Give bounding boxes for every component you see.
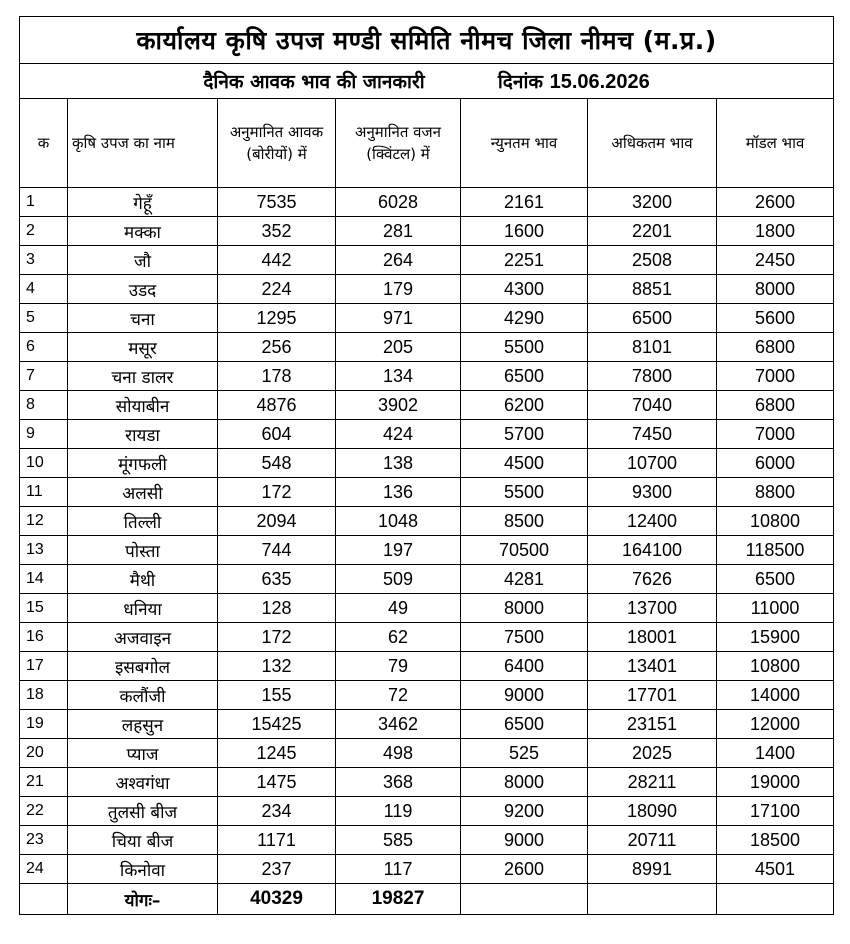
crop-name-cell: जौ bbox=[68, 246, 218, 275]
min-price-cell: 9000 bbox=[461, 681, 588, 710]
weight-cell: 138 bbox=[336, 449, 461, 478]
weight-cell: 119 bbox=[336, 797, 461, 826]
table-row bbox=[20, 333, 834, 362]
modal-price-cell: 1800 bbox=[717, 217, 834, 246]
arrival-cell: 352 bbox=[218, 217, 336, 246]
header-weight: अनुमानित वजन (क्विंटल) में bbox=[336, 99, 461, 188]
min-price-cell: 4300 bbox=[461, 275, 588, 304]
modal-price-cell: 14000 bbox=[717, 681, 834, 710]
arrival-cell: 15425 bbox=[218, 710, 336, 739]
max-price-cell: 7040 bbox=[588, 391, 717, 420]
crop-name-cell: गेहूँ bbox=[68, 188, 218, 217]
modal-price-cell: 19000 bbox=[717, 768, 834, 797]
min-price-cell: 6200 bbox=[461, 391, 588, 420]
modal-price-cell: 118500 bbox=[717, 536, 834, 565]
serial-cell: 21 bbox=[20, 768, 68, 797]
max-price-cell: 164100 bbox=[588, 536, 717, 565]
modal-price-cell: 12000 bbox=[717, 710, 834, 739]
serial-cell: 24 bbox=[20, 855, 68, 884]
serial-cell: 2 bbox=[20, 217, 68, 246]
serial-cell: 3 bbox=[20, 246, 68, 275]
date-label: दिनांक bbox=[497, 71, 543, 93]
arrival-cell: 1475 bbox=[218, 768, 336, 797]
header-arrival: अनुमानित आवक (बोरीयों) में bbox=[218, 99, 336, 188]
crop-name-cell: पोस्ता bbox=[68, 536, 218, 565]
serial-cell: 14 bbox=[20, 565, 68, 594]
weight-cell: 179 bbox=[336, 275, 461, 304]
table-row bbox=[20, 797, 834, 826]
serial-cell: 6 bbox=[20, 333, 68, 362]
crop-name-cell: अजवाइन bbox=[68, 623, 218, 652]
max-price-cell: 7450 bbox=[588, 420, 717, 449]
serial-cell: 17 bbox=[20, 652, 68, 681]
min-price-cell: 4281 bbox=[461, 565, 588, 594]
modal-price-cell: 2600 bbox=[717, 188, 834, 217]
max-price-cell: 9300 bbox=[588, 478, 717, 507]
report-date: 15.06.2026 bbox=[549, 71, 650, 93]
serial-cell: 13 bbox=[20, 536, 68, 565]
total-weight: 19827 bbox=[336, 884, 461, 915]
table-row bbox=[20, 449, 834, 478]
arrival-cell: 172 bbox=[218, 623, 336, 652]
table-row bbox=[20, 623, 834, 652]
report-subtitle bbox=[20, 64, 834, 99]
min-price-cell: 2600 bbox=[461, 855, 588, 884]
max-price-cell: 28211 bbox=[588, 768, 717, 797]
weight-cell: 197 bbox=[336, 536, 461, 565]
max-price-cell: 8101 bbox=[588, 333, 717, 362]
serial-cell: 5 bbox=[20, 304, 68, 333]
weight-cell: 498 bbox=[336, 739, 461, 768]
arrival-cell: 604 bbox=[218, 420, 336, 449]
modal-price-cell: 4501 bbox=[717, 855, 834, 884]
serial-cell: 11 bbox=[20, 478, 68, 507]
modal-price-cell: 7000 bbox=[717, 420, 834, 449]
crop-name-cell: इसबगोल bbox=[68, 652, 218, 681]
arrival-cell: 4876 bbox=[218, 391, 336, 420]
arrival-cell: 178 bbox=[218, 362, 336, 391]
table-row bbox=[20, 478, 834, 507]
table-row bbox=[20, 420, 834, 449]
crop-name-cell: अलसी bbox=[68, 478, 218, 507]
crop-name-cell: तिल्ली bbox=[68, 507, 218, 536]
header-modal-price: मॉडल भाव bbox=[717, 99, 834, 188]
max-price-cell: 13401 bbox=[588, 652, 717, 681]
min-price-cell: 6400 bbox=[461, 652, 588, 681]
min-price-cell: 5500 bbox=[461, 478, 588, 507]
modal-price-cell: 1400 bbox=[717, 739, 834, 768]
serial-cell: 22 bbox=[20, 797, 68, 826]
arrival-cell: 224 bbox=[218, 275, 336, 304]
weight-cell: 3902 bbox=[336, 391, 461, 420]
modal-price-cell: 6800 bbox=[717, 333, 834, 362]
crop-name-cell: चिया बीज bbox=[68, 826, 218, 855]
weight-cell: 264 bbox=[336, 246, 461, 275]
arrival-cell: 1171 bbox=[218, 826, 336, 855]
arrival-cell: 2094 bbox=[218, 507, 336, 536]
arrival-cell: 635 bbox=[218, 565, 336, 594]
modal-price-cell: 8800 bbox=[717, 478, 834, 507]
crop-name-cell: प्याज bbox=[68, 739, 218, 768]
total-label: योगः– bbox=[68, 884, 218, 915]
serial-cell: 12 bbox=[20, 507, 68, 536]
mandi-rate-sheet bbox=[19, 16, 833, 915]
crop-name-cell: धनिया bbox=[68, 594, 218, 623]
min-price-cell: 2251 bbox=[461, 246, 588, 275]
max-price-cell: 12400 bbox=[588, 507, 717, 536]
max-price-cell: 18001 bbox=[588, 623, 717, 652]
min-price-cell: 5700 bbox=[461, 420, 588, 449]
crop-name-cell: कलौंजी bbox=[68, 681, 218, 710]
table-row bbox=[20, 217, 834, 246]
weight-cell: 1048 bbox=[336, 507, 461, 536]
table-row bbox=[20, 594, 834, 623]
weight-cell: 971 bbox=[336, 304, 461, 333]
table-row bbox=[20, 188, 834, 217]
modal-price-cell: 10800 bbox=[717, 507, 834, 536]
modal-price-cell: 5600 bbox=[717, 304, 834, 333]
modal-price-cell: 6800 bbox=[717, 391, 834, 420]
table-row bbox=[20, 507, 834, 536]
arrival-cell: 256 bbox=[218, 333, 336, 362]
header-min-price: न्युनतम भाव bbox=[461, 99, 588, 188]
total-empty-cell bbox=[717, 884, 834, 915]
table-row bbox=[20, 362, 834, 391]
crop-name-cell: मैथी bbox=[68, 565, 218, 594]
report-label: दैनिक आवक भाव की जानकारी bbox=[203, 71, 425, 93]
max-price-cell: 7800 bbox=[588, 362, 717, 391]
arrival-cell: 172 bbox=[218, 478, 336, 507]
table-row bbox=[20, 391, 834, 420]
weight-cell: 72 bbox=[336, 681, 461, 710]
page-title: कार्यालय कृषि उपज मण्डी समिति नीमच जिला नीमच (म.प्र.) bbox=[20, 17, 834, 64]
max-price-cell: 17701 bbox=[588, 681, 717, 710]
min-price-cell: 1600 bbox=[461, 217, 588, 246]
modal-price-cell: 17100 bbox=[717, 797, 834, 826]
serial-cell: 23 bbox=[20, 826, 68, 855]
serial-cell: 4 bbox=[20, 275, 68, 304]
max-price-cell: 7626 bbox=[588, 565, 717, 594]
modal-price-cell: 11000 bbox=[717, 594, 834, 623]
total-empty-cell bbox=[461, 884, 588, 915]
max-price-cell: 23151 bbox=[588, 710, 717, 739]
weight-cell: 3462 bbox=[336, 710, 461, 739]
crop-name-cell: उडद bbox=[68, 275, 218, 304]
table-row bbox=[20, 246, 834, 275]
serial-cell: 18 bbox=[20, 681, 68, 710]
min-price-cell: 6500 bbox=[461, 362, 588, 391]
weight-cell: 134 bbox=[336, 362, 461, 391]
table-row bbox=[20, 768, 834, 797]
total-arrival: 40329 bbox=[218, 884, 336, 915]
max-price-cell: 20711 bbox=[588, 826, 717, 855]
total-empty-cell bbox=[588, 884, 717, 915]
modal-price-cell: 6500 bbox=[717, 565, 834, 594]
rate-table bbox=[19, 16, 834, 915]
min-price-cell: 5500 bbox=[461, 333, 588, 362]
table-row bbox=[20, 826, 834, 855]
weight-cell: 62 bbox=[336, 623, 461, 652]
crop-name-cell: लहसुन bbox=[68, 710, 218, 739]
weight-cell: 205 bbox=[336, 333, 461, 362]
crop-name-cell: चना डालर bbox=[68, 362, 218, 391]
max-price-cell: 2025 bbox=[588, 739, 717, 768]
arrival-cell: 128 bbox=[218, 594, 336, 623]
arrival-cell: 744 bbox=[218, 536, 336, 565]
serial-cell: 1 bbox=[20, 188, 68, 217]
serial-cell: 16 bbox=[20, 623, 68, 652]
max-price-cell: 13700 bbox=[588, 594, 717, 623]
arrival-cell: 155 bbox=[218, 681, 336, 710]
weight-cell: 509 bbox=[336, 565, 461, 594]
serial-cell: 10 bbox=[20, 449, 68, 478]
total-row bbox=[20, 884, 834, 915]
modal-price-cell: 10800 bbox=[717, 652, 834, 681]
crop-name-cell: मसूर bbox=[68, 333, 218, 362]
min-price-cell: 8500 bbox=[461, 507, 588, 536]
table-row bbox=[20, 275, 834, 304]
table-row bbox=[20, 536, 834, 565]
modal-price-cell: 6000 bbox=[717, 449, 834, 478]
crop-name-cell: सोयाबीन bbox=[68, 391, 218, 420]
crop-name-cell: तुलसी बीज bbox=[68, 797, 218, 826]
crop-name-cell: मक्का bbox=[68, 217, 218, 246]
min-price-cell: 9000 bbox=[461, 826, 588, 855]
min-price-cell: 4500 bbox=[461, 449, 588, 478]
min-price-cell: 4290 bbox=[461, 304, 588, 333]
modal-price-cell: 18500 bbox=[717, 826, 834, 855]
header-max-price: अधिकतम भाव bbox=[588, 99, 717, 188]
serial-cell: 20 bbox=[20, 739, 68, 768]
serial-cell: 8 bbox=[20, 391, 68, 420]
min-price-cell: 7500 bbox=[461, 623, 588, 652]
weight-cell: 281 bbox=[336, 217, 461, 246]
weight-cell: 6028 bbox=[336, 188, 461, 217]
arrival-cell: 7535 bbox=[218, 188, 336, 217]
arrival-cell: 548 bbox=[218, 449, 336, 478]
weight-cell: 424 bbox=[336, 420, 461, 449]
serial-cell: 7 bbox=[20, 362, 68, 391]
weight-cell: 136 bbox=[336, 478, 461, 507]
max-price-cell: 8991 bbox=[588, 855, 717, 884]
crop-name-cell: रायडा bbox=[68, 420, 218, 449]
min-price-cell: 8000 bbox=[461, 594, 588, 623]
table-row bbox=[20, 565, 834, 594]
table-row bbox=[20, 855, 834, 884]
crop-name-cell: किनोवा bbox=[68, 855, 218, 884]
header-crop: कृषि उपज का नाम bbox=[68, 99, 218, 188]
crop-name-cell: अश्वगंधा bbox=[68, 768, 218, 797]
max-price-cell: 6500 bbox=[588, 304, 717, 333]
weight-cell: 79 bbox=[336, 652, 461, 681]
modal-price-cell: 2450 bbox=[717, 246, 834, 275]
table-row bbox=[20, 681, 834, 710]
min-price-cell: 525 bbox=[461, 739, 588, 768]
max-price-cell: 8851 bbox=[588, 275, 717, 304]
table-row bbox=[20, 739, 834, 768]
weight-cell: 49 bbox=[336, 594, 461, 623]
arrival-cell: 234 bbox=[218, 797, 336, 826]
crop-name-cell: मूंगफली bbox=[68, 449, 218, 478]
min-price-cell: 9200 bbox=[461, 797, 588, 826]
arrival-cell: 1295 bbox=[218, 304, 336, 333]
max-price-cell: 10700 bbox=[588, 449, 717, 478]
max-price-cell: 2508 bbox=[588, 246, 717, 275]
weight-cell: 117 bbox=[336, 855, 461, 884]
serial-cell: 19 bbox=[20, 710, 68, 739]
max-price-cell: 18090 bbox=[588, 797, 717, 826]
modal-price-cell: 7000 bbox=[717, 362, 834, 391]
min-price-cell: 2161 bbox=[461, 188, 588, 217]
arrival-cell: 442 bbox=[218, 246, 336, 275]
table-row bbox=[20, 304, 834, 333]
header-serial: क bbox=[20, 99, 68, 188]
arrival-cell: 132 bbox=[218, 652, 336, 681]
arrival-cell: 237 bbox=[218, 855, 336, 884]
weight-cell: 368 bbox=[336, 768, 461, 797]
max-price-cell: 2201 bbox=[588, 217, 717, 246]
weight-cell: 585 bbox=[336, 826, 461, 855]
table-row bbox=[20, 652, 834, 681]
arrival-cell: 1245 bbox=[218, 739, 336, 768]
table-body bbox=[20, 188, 834, 884]
max-price-cell: 3200 bbox=[588, 188, 717, 217]
crop-name-cell: चना bbox=[68, 304, 218, 333]
serial-cell: 15 bbox=[20, 594, 68, 623]
serial-cell: 9 bbox=[20, 420, 68, 449]
modal-price-cell: 8000 bbox=[717, 275, 834, 304]
table-row bbox=[20, 710, 834, 739]
min-price-cell: 6500 bbox=[461, 710, 588, 739]
min-price-cell: 70500 bbox=[461, 536, 588, 565]
total-empty-cell bbox=[20, 884, 68, 915]
min-price-cell: 8000 bbox=[461, 768, 588, 797]
modal-price-cell: 15900 bbox=[717, 623, 834, 652]
